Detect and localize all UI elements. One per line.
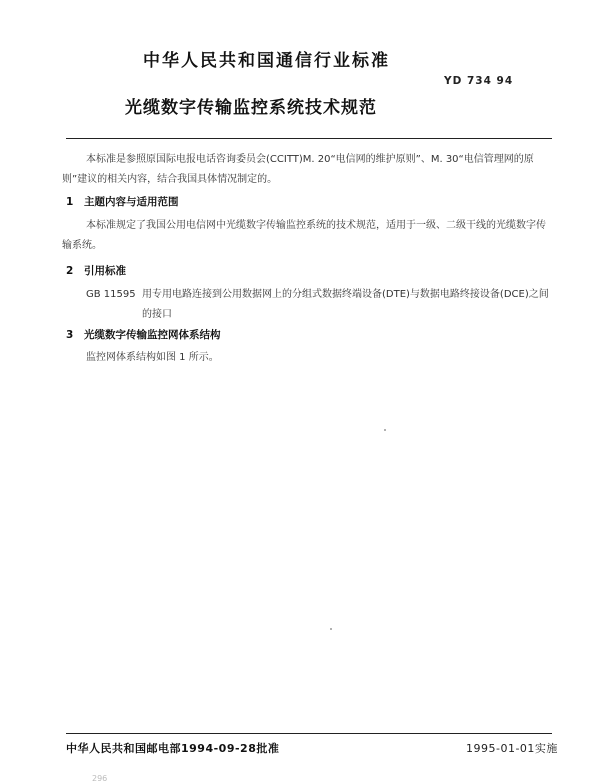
issuing-authority-header: 中华人民共和国通信行业标准: [143, 51, 390, 71]
section-3-heading: [66, 327, 221, 342]
section-1-heading: [66, 194, 179, 209]
standard-code: YD 734 94: [444, 75, 514, 87]
reference-code: GB 11595: [86, 289, 136, 300]
header-divider: [66, 138, 552, 139]
reference-title: 用专用电路连接到公用数据网上的分组式数据终端设备(DTE)与数据电路终接设备(DCE)之间的接口: [142, 289, 549, 320]
section-1-body: 本标准规定了我国公用电信网中光缆数字传输监控系统的技术规范，适用于一级、二级干线的光缆数字传输系统。: [62, 220, 546, 251]
section-1-title: 主题内容与适用范围: [84, 196, 179, 208]
intro-paragraph: 本标准是参照原国际电报电话咨询委员会(CCITT)M. 20“电信网的维护原则”、M. 30“电信管理网的原则”建议的相关内容，结合我国具体情况制定的。: [62, 154, 534, 185]
implementation-date: 1995-01-01实施: [466, 742, 558, 755]
section-3-body: 监控网体系结构如图 1 所示。: [86, 352, 219, 363]
section-2-title: 引用标准: [84, 265, 126, 277]
scan-speck: [384, 429, 386, 431]
section-3-number: 3: [66, 329, 74, 341]
section-3-title: 光缆数字传输监控网体系结构: [84, 329, 221, 341]
footer-divider: [66, 733, 552, 734]
scan-speck: [330, 628, 332, 630]
section-2-number: 2: [66, 265, 74, 277]
approval-date: 中华人民共和国邮电部1994-09-28批准: [66, 742, 280, 755]
reference-entry: [86, 285, 556, 325]
page-number: 296: [92, 774, 108, 783]
document-title: 光缆数字传输监控系统技术规范: [125, 98, 377, 118]
section-2-heading: [66, 263, 126, 278]
section-1-number: 1: [66, 196, 74, 208]
